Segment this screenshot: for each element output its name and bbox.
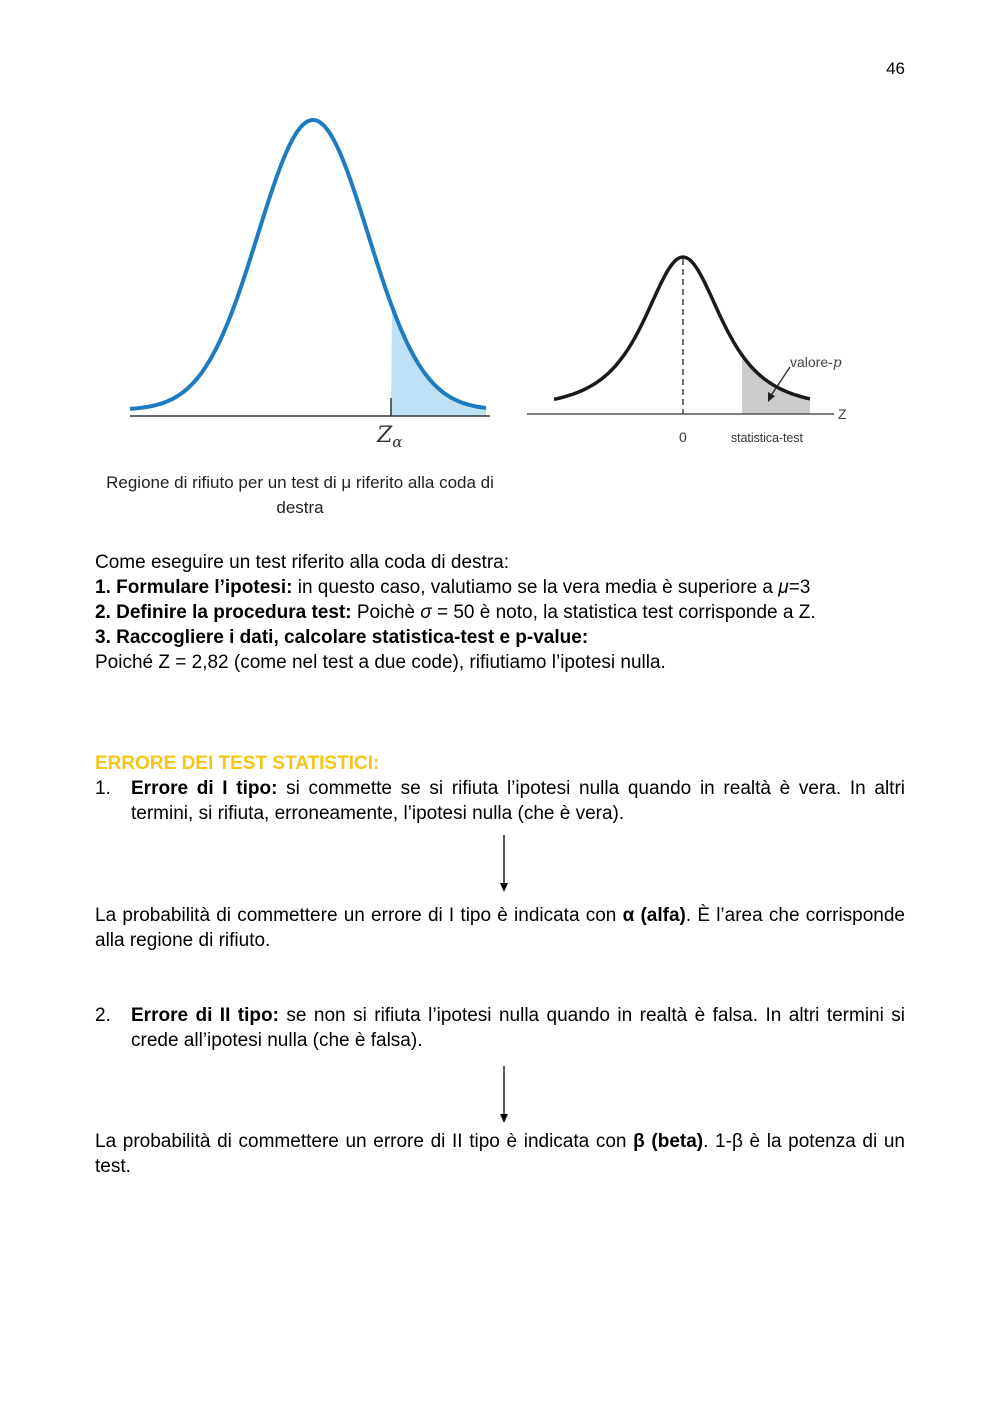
error-type-2-text: se non si rifiuta l’ipotesi nulla quando in realtà è falsa. In altri termini si crede all’ipotesi nulla (che è falsa).	[131, 1005, 906, 1051]
down-arrow-icon	[496, 835, 512, 893]
mu-symbol: μ	[778, 577, 789, 598]
step-3-label: 3. Raccogliere i dati, calcolare statistica-test e p-value:	[95, 627, 589, 648]
step-2: 2. Definire la procedura test: Poichè σ = 50 è noto, la statistica test corrisponde a Z.	[95, 602, 816, 623]
step-2-label: 2. Definire la procedura test:	[95, 602, 352, 623]
rejection-region-figure	[125, 110, 495, 450]
procedure-section	[95, 550, 905, 675]
step-1-text: in questo caso, valutiamo se la vera media è superiore a	[292, 577, 779, 598]
step-1: 1. Formulare l’ipotesi: in questo caso, valutiamo se la vera media è superiore a μ=3	[95, 577, 811, 598]
step-2-text: Poichè	[351, 602, 421, 623]
errors-heading: ERRORE DEI TEST STATISTICI:	[95, 753, 380, 774]
alpha-definition: La probabilità di commettere un errore di I tipo è indicata con α (alfa). È l’area che corrisponde alla regione di rifiuto.	[95, 905, 905, 951]
error-type-2-number: 2.	[95, 1005, 111, 1026]
p-value-figure	[522, 245, 852, 450]
error-type-1-number: 1.	[95, 778, 111, 799]
error-type-1-title: Errore di I tipo:	[131, 778, 278, 799]
zero-tick-label: 0	[679, 429, 687, 445]
critical-value-label: $Z_\alpha$	[377, 423, 403, 450]
sigma-symbol: σ	[420, 602, 432, 623]
down-arrow-icon	[496, 1066, 512, 1124]
page-number: 46	[886, 59, 905, 78]
test-statistic-label: statistica-test	[731, 430, 803, 446]
p-value-callout-label: valore-p	[790, 354, 842, 371]
test-distribution-curve	[554, 257, 810, 399]
z-axis-label: Z	[838, 406, 847, 422]
figure-caption: Regione di rifiuto per un test di μ riferito alla coda di destra	[106, 473, 494, 517]
step-3	[95, 625, 905, 650]
rejection-region-area	[391, 307, 486, 416]
beta-symbol: β (beta)	[633, 1131, 704, 1152]
error-type-2	[95, 1003, 905, 1053]
conclusion-text: Poiché Z = 2,82 (come nel test a due code), rifiutiamo l’ipotesi nulla.	[95, 652, 666, 673]
error-type-2-title: Errore di II tipo:	[131, 1005, 279, 1026]
error-type-1-text: si commette se si rifiuta l’ipotesi nulla quando in realtà è vera. In altri termini, si rifiuta, erroneamente, l’ipotesi nulla (che è vera).	[131, 778, 905, 824]
normal-curve	[130, 120, 486, 409]
beta-definition: La probabilità di commettere un errore di II tipo è indicata con β (beta). 1-β è la potenza di un test.	[95, 1131, 905, 1177]
error-type-1	[95, 776, 905, 826]
alpha-symbol: α (alfa)	[622, 905, 686, 926]
intro-text: Come eseguire un test riferito alla coda di destra:	[95, 552, 509, 573]
step-1-label: 1. Formulare l’ipotesi:	[95, 577, 293, 598]
